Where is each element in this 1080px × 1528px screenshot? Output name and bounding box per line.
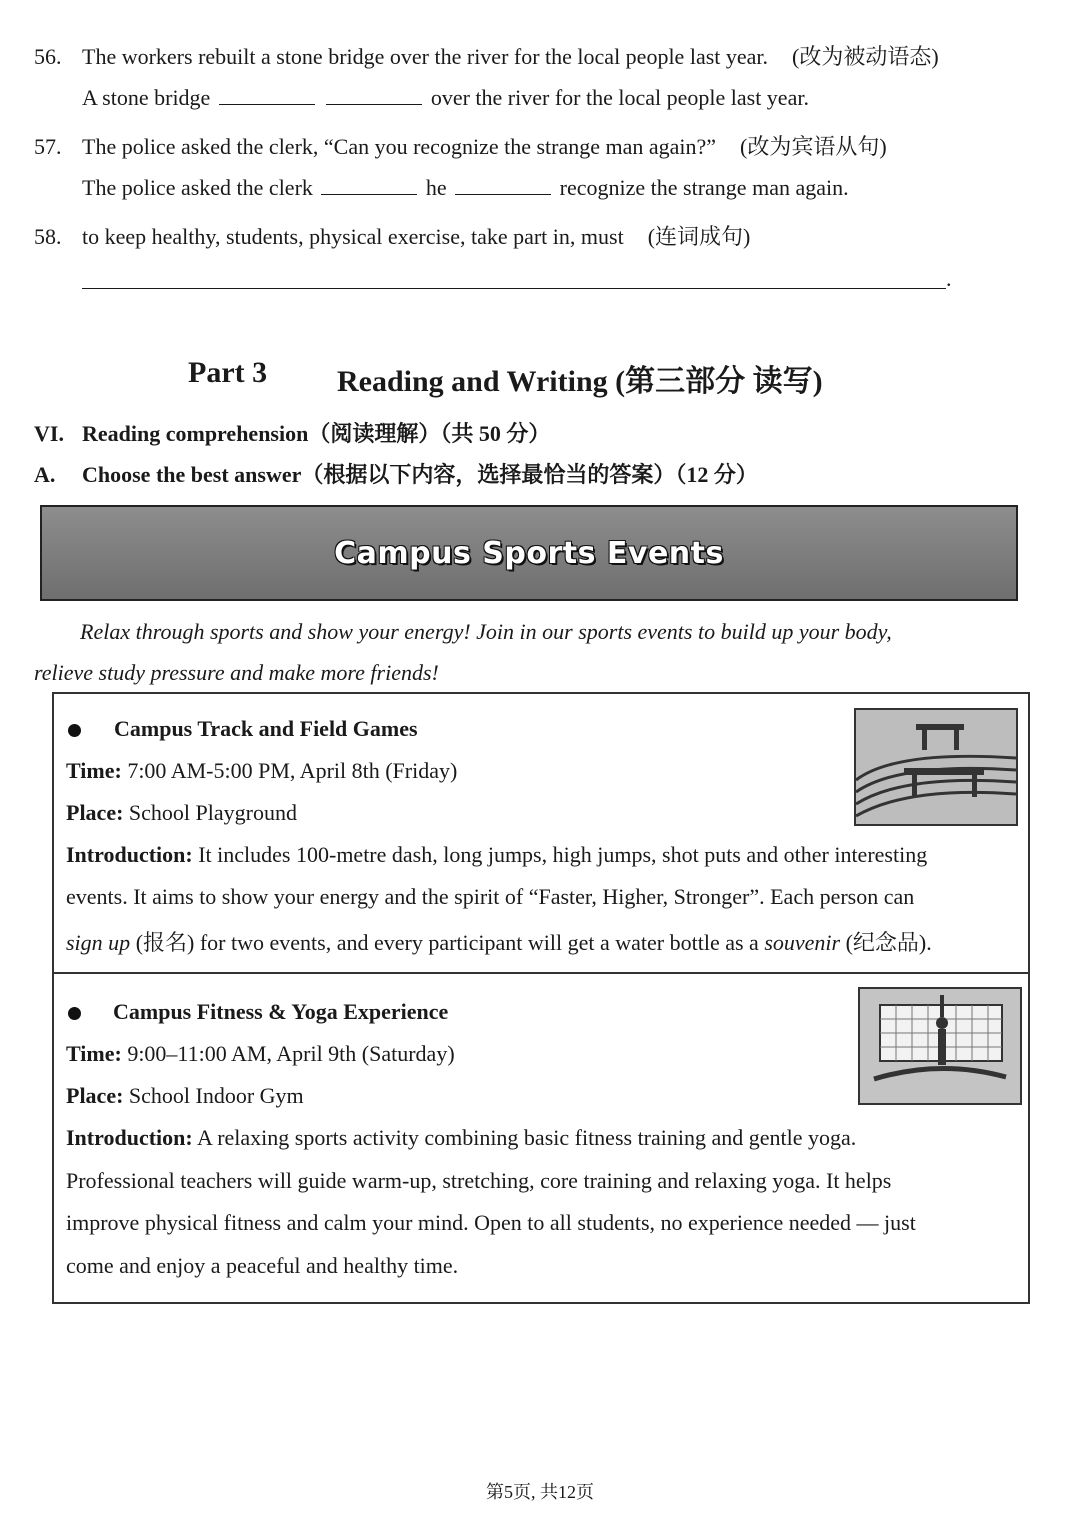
intro-italic: sign up: [66, 930, 131, 955]
event-title: Campus Fitness & Yoga Experience: [113, 999, 449, 1024]
event-title: Campus Track and Field Games: [114, 716, 418, 741]
question-number: 57.: [34, 134, 62, 159]
place-label: Place:: [66, 800, 124, 825]
answer-blank[interactable]: [455, 176, 551, 195]
event-card-track: [52, 692, 1030, 974]
time-value: 7:00 AM-5:00 PM, April 8th (Friday): [127, 758, 458, 783]
answer-long-blank[interactable]: [82, 288, 946, 289]
event-intro-line: [66, 1125, 856, 1151]
event-intro-line: events. It aims to show your energy and the spirit of “Faster, Higher, Stronger”. Each person can: [66, 884, 915, 909]
intro-text: A relaxing sports activity combining basic fitness training and gentle yoga.: [197, 1125, 857, 1150]
answer-blank[interactable]: [326, 86, 422, 105]
answer-text: The police asked the clerk: [82, 175, 313, 200]
intro-italic: souvenir: [764, 930, 841, 955]
track-icon: [856, 710, 1016, 824]
section-text: Choose the best answer（根据以下内容，选择最恰当的答案）（12 分）: [82, 462, 758, 487]
track-field-image: [854, 708, 1018, 826]
section-vi-heading: [34, 417, 550, 448]
intro-text: (纪念品).: [845, 930, 932, 955]
question-prompt: to keep healthy, students, physical exercise, take part in, must: [82, 224, 624, 249]
question-58: [34, 220, 750, 251]
place-label: Place:: [66, 1083, 124, 1108]
intro-line-2: relieve study pressure and make more friends!: [34, 660, 439, 685]
question-56: [34, 40, 939, 71]
time-value: 9:00–11:00 AM, April 9th (Saturday): [127, 1041, 455, 1066]
answer-line-56: [82, 85, 809, 111]
place-value: School Playground: [128, 800, 297, 825]
question-instruction: (连词成句): [647, 224, 751, 249]
question-prompt: The workers rebuilt a stone bridge over the river for the local people last year.: [82, 44, 769, 69]
answer-blank[interactable]: [219, 86, 315, 105]
intro-label: Introduction:: [66, 1125, 193, 1150]
intro-line-1: Relax through sports and show your energy! Join in our sports events to build up your body,: [80, 619, 892, 644]
answer-text: recognize the strange man again.: [559, 175, 849, 200]
question-instruction: (改为宾语从句): [740, 134, 887, 159]
section-label: VI.: [34, 421, 64, 446]
banner-title: Campus Sports Events: [334, 535, 724, 571]
event-intro-line: come and enjoy a peaceful and healthy time.: [66, 1253, 459, 1278]
bullet-icon: [68, 1007, 81, 1020]
event-intro-line: [66, 842, 927, 868]
answer-blank[interactable]: [321, 176, 417, 195]
question-57: [34, 130, 887, 161]
answer-line-57: [82, 175, 849, 201]
event-time: [66, 1041, 455, 1067]
section-text: Reading comprehension（阅读理解）（共 50 分）: [82, 421, 551, 446]
yoga-image: [858, 987, 1022, 1105]
intro-label: Introduction:: [66, 842, 193, 867]
event-intro-line: Professional teachers will guide warm-up, stretching, core training and relaxing yoga. It helps: [66, 1168, 892, 1193]
page-number: 第5页, 共12页: [486, 1482, 594, 1502]
answer-text: he: [425, 175, 447, 200]
time-label: Time:: [66, 758, 122, 783]
question-number: 56.: [34, 44, 62, 69]
part-label: Part 3: [188, 356, 268, 389]
question-number: 58.: [34, 224, 62, 249]
intro-text: (报名) for two events, and every participant will get a water bottle as a: [135, 930, 759, 955]
yoga-icon: [860, 989, 1020, 1103]
event-intro-line: [66, 926, 932, 957]
event-place: [66, 800, 297, 826]
question-instruction: (改为被动语态): [792, 44, 939, 69]
intro-text: It includes 100-metre dash, long jumps, high jumps, shot puts and other interesting: [198, 842, 928, 867]
event-card-yoga: [52, 972, 1030, 1304]
section-label: A.: [34, 462, 56, 487]
event-time: [66, 758, 457, 784]
events-banner: [40, 505, 1018, 601]
answer-text: A stone bridge: [82, 85, 211, 110]
answer-period: .: [946, 266, 952, 291]
event-place: [66, 1083, 304, 1109]
answer-text: over the river for the local people last year.: [430, 85, 809, 110]
bullet-icon: [68, 724, 81, 737]
event-intro-line: improve physical fitness and calm your mind. Open to all students, no experience needed — just: [66, 1210, 916, 1235]
place-value: School Indoor Gym: [128, 1083, 304, 1108]
question-prompt: The police asked the clerk, “Can you recognize the strange man again?”: [82, 134, 717, 159]
time-label: Time:: [66, 1041, 122, 1066]
section-a-heading: [34, 458, 758, 489]
part-title: Reading and Writing (第三部分 读写): [337, 365, 823, 398]
